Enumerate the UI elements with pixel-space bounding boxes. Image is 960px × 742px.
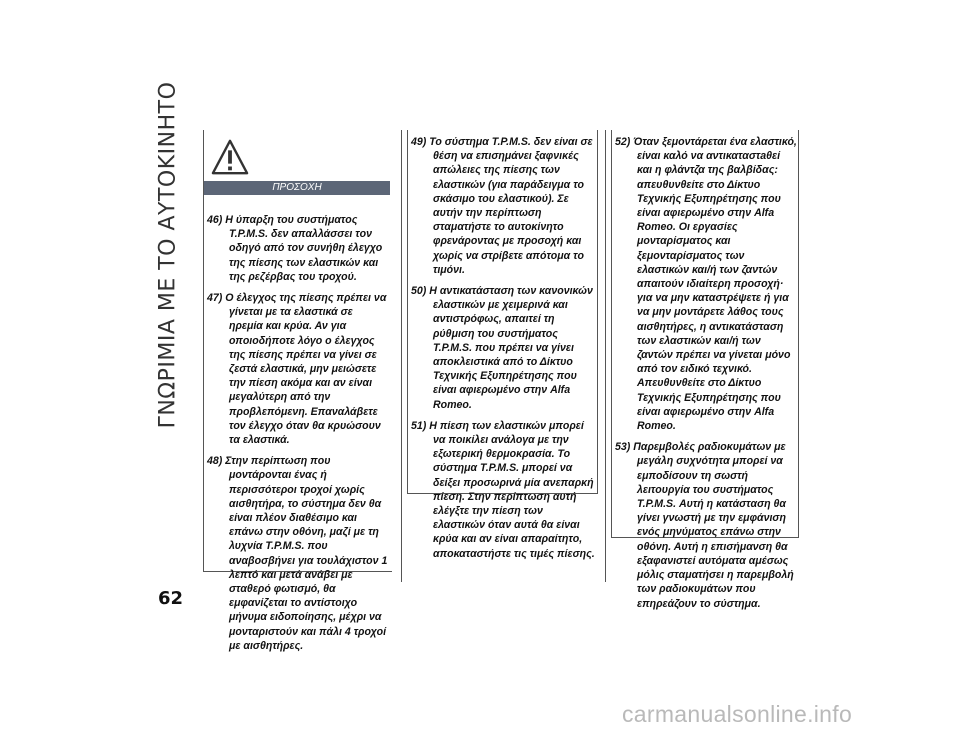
warning-label: ΠΡΟΣΟΧΗ <box>204 181 390 195</box>
column-left <box>207 213 389 660</box>
warning-triangle-icon <box>211 138 249 176</box>
list-item: 49) Το σύστημα Τ.Ρ.Μ.S. δεν είναι σε θέση να επισημάνει ξαφνικές απώλειες της πίεσης των ελαστικών (για παράδειγμα το σκάσιμο του ελαστικού). Σε αυτήν την περίπτωση σταματήστε το αυτοκίνητο φρενάροντας με προσοχή και χωρίς να στρίβετε απότομα το τιμόνι. <box>411 136 593 276</box>
list-item: 48) Στην περίπτωση που μοντάρονται ένας ή περισσότεροι τροχοί χωρίς αισθητήρα, το σύστημα δεν θα είναι πλέον διαθέσιμο και επάνω στην οθόνη, μαζί με τη λυχνία Τ.Ρ.Μ.S. που αναβοσβήνει για τουλάχιστον 1 λεπτό και μετά ανάβει με σταθερό φωτισμό, θα εμφανίζεται το αντίστοιχο μήνυμα ειδοποίησης, μέχρι να μονταριστούν και πάλι 4 τροχοί με αισθητήρες. <box>207 455 388 652</box>
list-item: 50) Η αντικατάσταση των κανονικών ελαστικών με χειμερινά και αντιστρόφως, απαιτεί τη ρύθμιση του συστήματος Τ.Ρ.Μ.S. που πρέπει να γίνει αποκλειστικά από το Δίκτυο Τεχνικής Εξυπηρέτησης που είναι αφιερωμένο στην Alfa Romeo. <box>411 285 593 411</box>
list-item: 52) Όταν ξεμοντάρεται ένα ελαστικό, είναι καλό να αντικαταστaθεί και η φλάντζα της βαλβίδας: απευθυνθείτε στο Δίκτυο Τεχνικής Εξυπηρέτησης που είναι αφιερωμένο στην Alfa Romeo. Οι εργασίες μονταρίσματος και ξεμονταρίσματος των ελαστικών και/ή των ζαντών απαιτούν ιδιαίτερη προσοχή· για να μην καταστρέψετε ή για να μην μοντάρετε λάθος τους αισθητήρες, η αντικατάσταση των ελαστικών και/ή των ζαντών πρέπει να γίνεται μόνο από τον ειδικό τεχνικό. Απευθυνθείτε στο Δίκτυο Τεχνικής Εξυπηρέτησης που είναι αφιερωμένο στην Alfa Romeo. <box>615 136 797 433</box>
watermark: carmanualsonline.info <box>622 701 853 727</box>
column-divider <box>401 130 402 582</box>
list-item: 47) Ο έλεγχος της πίεσης πρέπει να γίνεται με τα ελαστικά σε ηρεμία και κρύα. Αν για οποιοδήποτε λόγο ο έλεγχος της πίεσης πρέπει να γίνει σε ζεστά ελαστικά, μην μειώσετε την πίεση ακόμα και αν είναι μεγαλύτερη από την προβλεπόμενη. Επαναλάβετε τον έλεγχο όταν θα κρυώσουν τα ελαστικά. <box>207 292 387 447</box>
column-middle <box>411 135 595 568</box>
list-item: 51) Η πίεση των ελαστικών μπορεί να ποικίλει ανάλογα με την εξωτερική θερμοκρασία. Το σύστημα Τ.Ρ.Μ.S. μπορεί να δείξει προσωρινά μία ανεπαρκή πίεση. Στην περίπτωση αυτή ελέγξτε την πίεση των ελαστικών όταν αυτά θα είναι κρύα και αν είναι απαραίτητο, αποκαταστήστε τις τιμές πίεσης. <box>411 419 595 560</box>
column-divider <box>605 130 606 582</box>
column-right <box>615 135 797 618</box>
page-number: 62 <box>158 588 184 609</box>
section-side-title: ΓΝΩΡΙΜΙΑ ΜΕ ΤΟ ΑΥΤΟΚΙΝΗΤΟ <box>155 81 181 429</box>
list-item: 53) Παρεμβολές ραδιοκυμάτων με μεγάλη συχνότητα μπορεί να εμποδίσουν τη σωστή λειτουργία του συστήματος Τ.Ρ.Μ.S. Αυτή η κατάσταση θα γίνει γνωστή με την εμφάνιση ενός μηνύματος επάνω στην οθόνη. Αυτή η επισήμανση θα εξαφανιστεί αυτόματα αμέσως μόλις σταματήσει η παρεμβολή των ραδιοκυμάτων που επηρεάζουν το σύστημα. <box>615 441 794 610</box>
list-item: 46) Η ύπαρξη του συστήματος Τ.Ρ.Μ.S. δεν απαλλάσσει τον οδηγό από τον συνήθη έλεγχο της πίεσης των ελαστικών και της ρεζέρβας του τροχού. <box>207 214 383 283</box>
